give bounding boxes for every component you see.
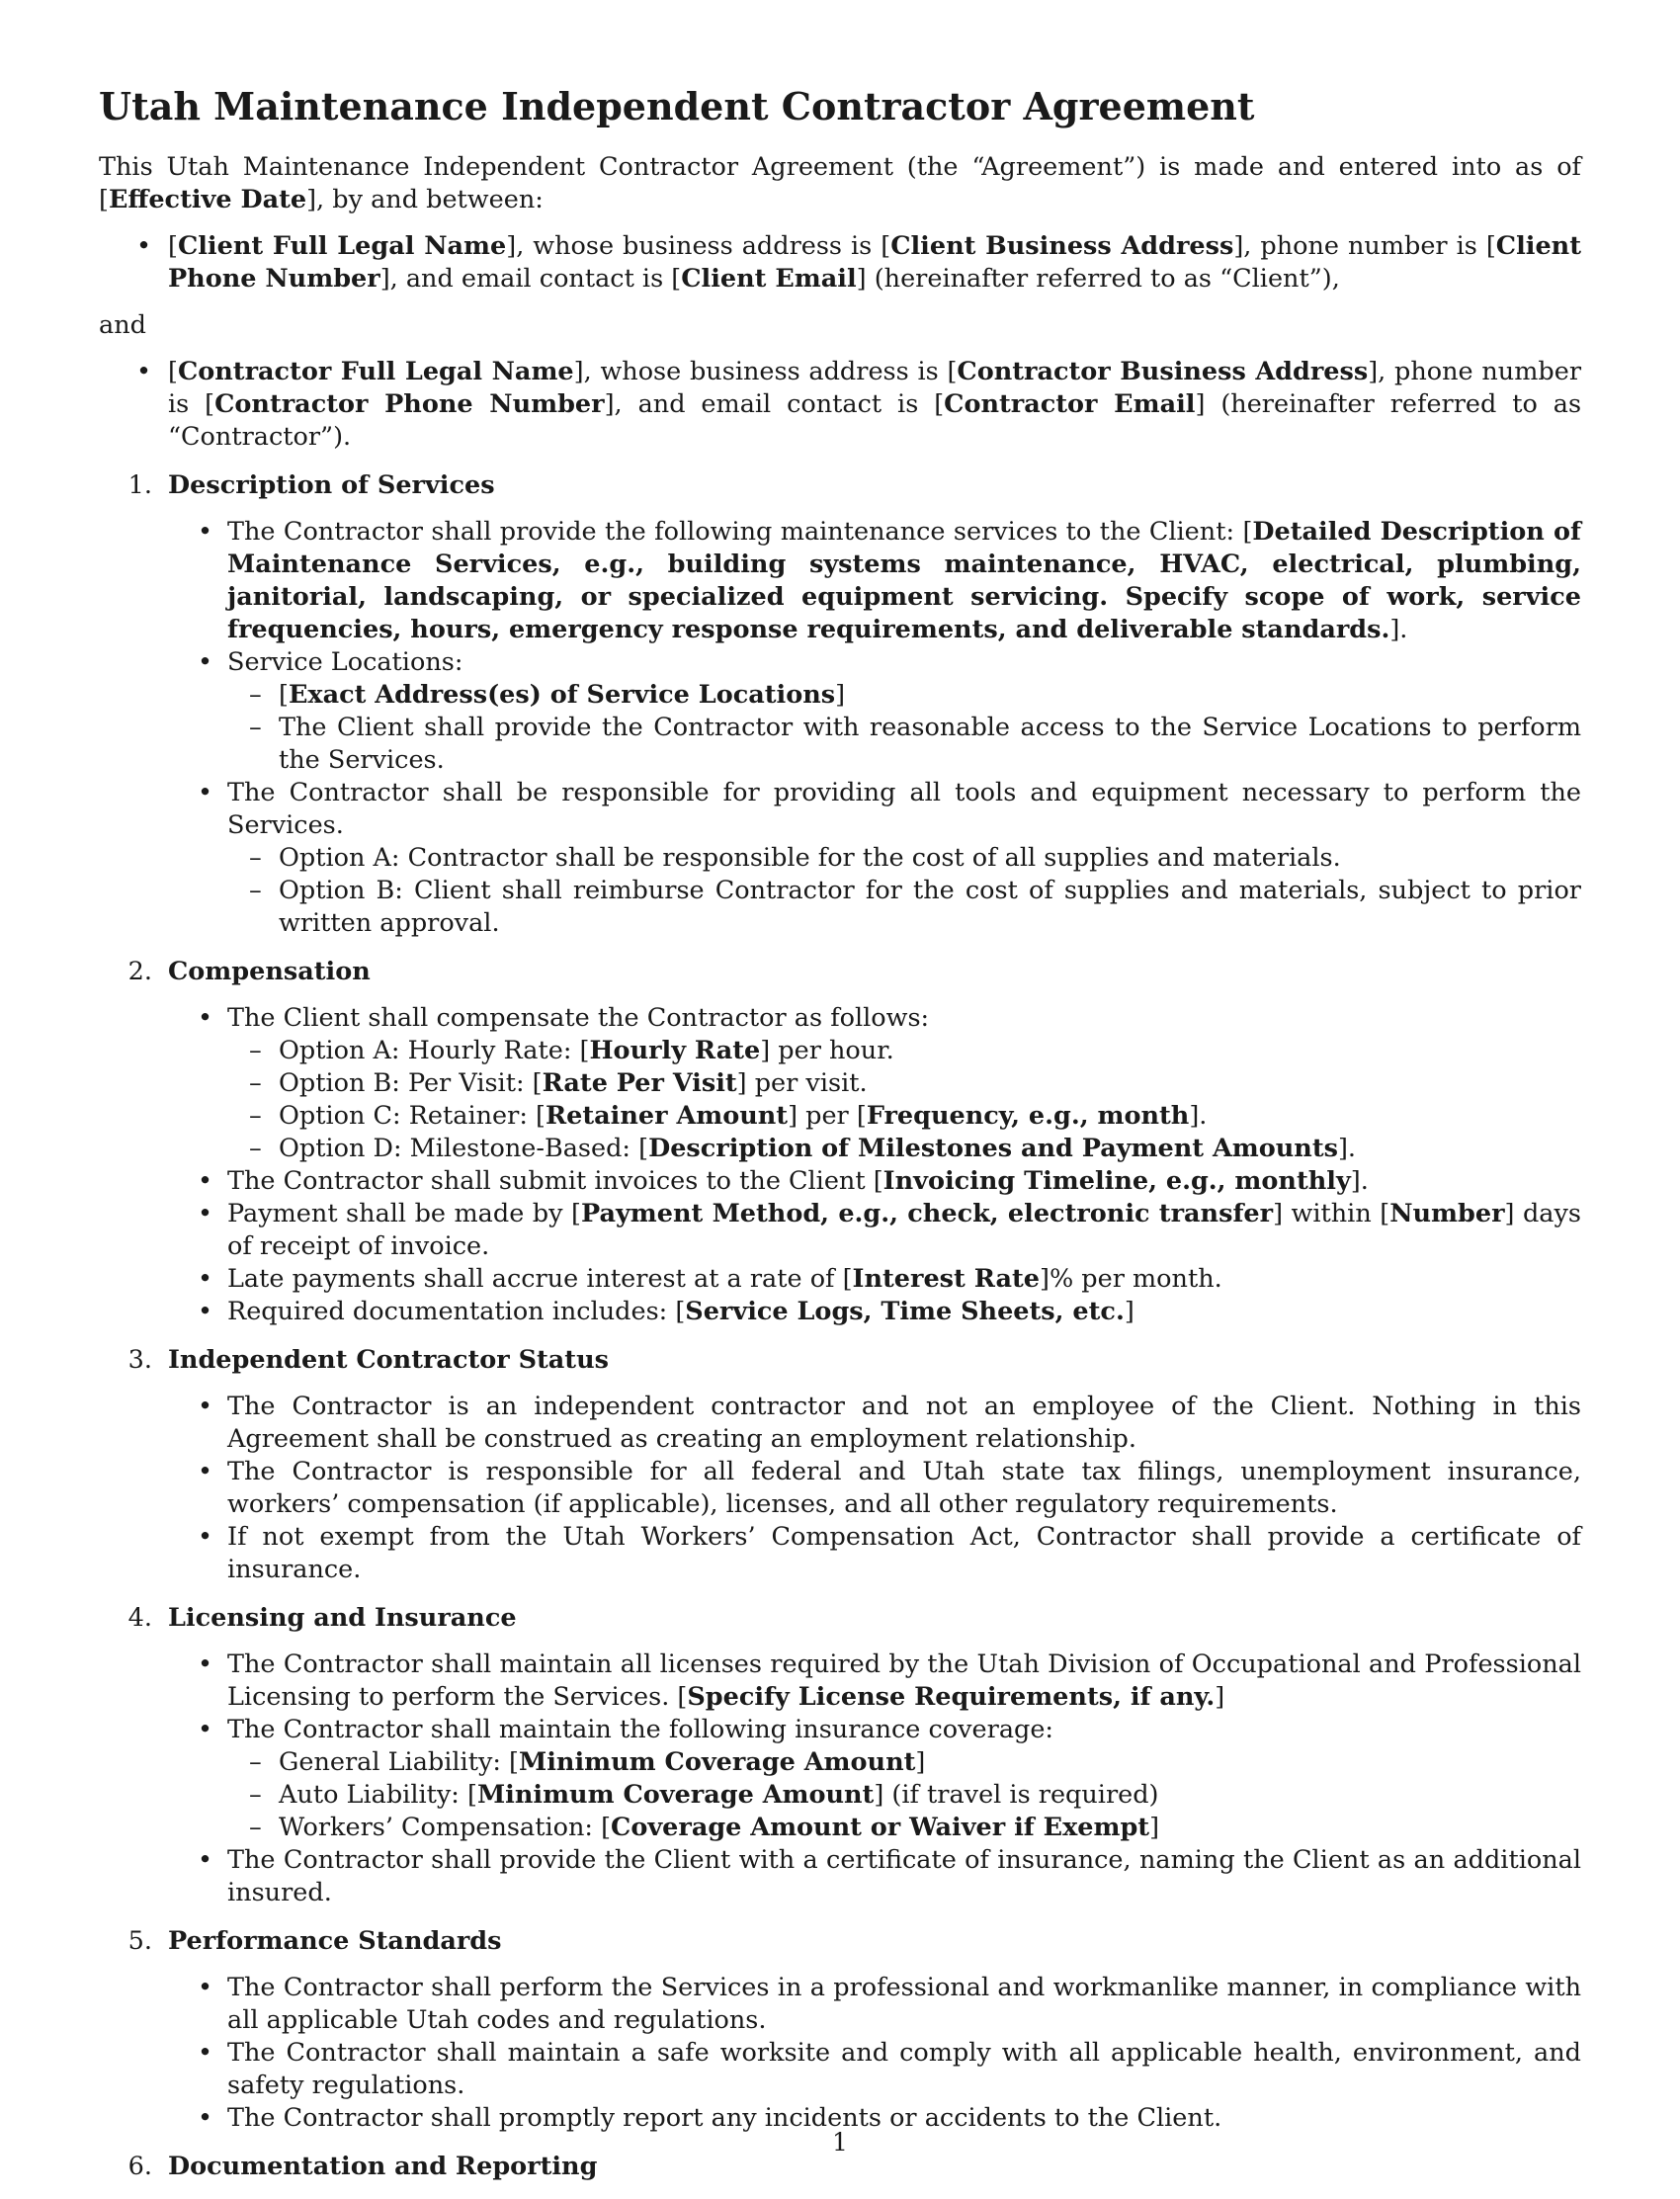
sub-list-item [227, 1035, 1581, 1067]
coverage-text: Workers’ Compensation: [ [279, 1813, 612, 1842]
general-liability-placeholder: Minimum Coverage Amount [519, 1747, 916, 1777]
sub-list-item [227, 1812, 1581, 1844]
section-number: 6. [127, 2152, 152, 2181]
list-item [99, 1165, 1581, 1198]
client-phone-placeholder: Client Phone Number [168, 231, 1581, 294]
list-item-text: Required documentation includes: [ [227, 1297, 686, 1326]
coverage-tail: ] [915, 1747, 926, 1777]
page-number: 1 [832, 2128, 848, 2157]
section-licensing-and-insurance [99, 1602, 1581, 1909]
list-item [99, 646, 1581, 777]
sub-list-item [227, 1067, 1581, 1100]
section-heading [99, 1925, 1581, 1958]
option-text: Option B: Per Visit: [ [279, 1068, 543, 1098]
list-item: • The Contractor shall promptly report any incidents or accidents to the Client. [99, 2102, 1581, 2135]
option-text: Option C: Retainer: [ [279, 1101, 546, 1131]
option-tail: ]. [1189, 1101, 1208, 1131]
option-tail: ] per visit. [736, 1068, 868, 1098]
option-text: Option D: Milestone-Based: [ [279, 1134, 649, 1163]
list-item-text: Service Locations: [227, 647, 463, 677]
list-item-text: Payment shall be made by [ [227, 1199, 581, 1228]
contractor-name-placeholder: Contractor Full Legal Name [177, 357, 574, 386]
retainer-amount-placeholder: Retainer Amount [545, 1101, 789, 1131]
sub-list-item [227, 1100, 1581, 1133]
list-item-tail: ]% per month. [1040, 1264, 1222, 1294]
section-title: Documentation and Reporting [168, 2152, 598, 2181]
effective-date-placeholder: Effective Date [108, 185, 307, 214]
section-performance-standards [99, 1925, 1581, 2135]
sub-list-item: – Option B: Client shall reimburse Contractor for the cost of supplies and materials, subject to prior written approval. [227, 875, 1581, 940]
section-title: Performance Standards [168, 1926, 502, 1956]
list-item: • The Contractor shall maintain a safe worksite and comply with all applicable health, environment, and safety regulations. [99, 2037, 1581, 2102]
section-title: Licensing and Insurance [168, 1603, 517, 1633]
section-compensation [99, 956, 1581, 1328]
milestones-placeholder: Description of Milestones and Payment Amounts [648, 1134, 1338, 1163]
service-locations-placeholder: Exact Address(es) of Service Locations [288, 680, 836, 710]
section-title: Independent Contractor Status [168, 1345, 609, 1375]
contractor-ref: Contractor [181, 422, 321, 452]
list-item [99, 1198, 1581, 1263]
section-title: Description of Services [168, 470, 495, 500]
hourly-rate-placeholder: Hourly Rate [589, 1036, 761, 1065]
interest-rate-placeholder: Interest Rate [852, 1264, 1040, 1294]
document-content [99, 84, 1581, 2199]
list-item-text: The Contractor shall submit invoices to the Client [ [227, 1166, 883, 1196]
section-description-of-services [99, 469, 1581, 940]
section-number: 5. [127, 1926, 152, 1956]
list-item [99, 1263, 1581, 1296]
contractor-address-placeholder: Contractor Business Address [957, 357, 1369, 386]
client-party-list [99, 230, 1581, 296]
list-item-text: The Contractor shall maintain the following insurance coverage: [227, 1715, 1054, 1744]
list-item-text: The Contractor shall be responsible for providing all tools and equipment necessary to perform the Services. [227, 778, 1581, 840]
and-connector: and [99, 310, 146, 340]
list-item: • The Contractor shall provide the following maintenance services to the Client: [Detailed Description of Maintenance Services, e.g., building systems maintenance, HVAC, electrical, plumbing, janitorial, landscaping, or specialized equipment servicing. Specify scope of work, service frequencies, hours, emergency response requirements, and deliverable standards.]. [99, 516, 1581, 646]
list-item-tail: ] [1124, 1297, 1134, 1326]
sub-list [227, 679, 1581, 777]
section-number: 4. [127, 1603, 152, 1633]
list-item [99, 1296, 1581, 1328]
intro-text: This Utah Maintenance Independent Contractor Agreement (the “Agreement”) is made and entered into as of [ [99, 152, 1581, 214]
section-number: 1. [127, 470, 152, 500]
list-item-tail: ] [1215, 1682, 1225, 1712]
client-party: • [Client Full Legal Name], whose business address is [Client Business Address], phone number is [Client Phone Number], and email contact is [Client Email] (hereinafter referred to as “Client”), [99, 230, 1581, 296]
section-heading [99, 469, 1581, 502]
documentation-placeholder: Service Logs, Time Sheets, etc. [685, 1297, 1125, 1326]
list-item: • The Contractor shall provide the Client with a certificate of insurance, naming the Client as an additional insured. [99, 1844, 1581, 1909]
section-heading [99, 956, 1581, 988]
sub-list [227, 1035, 1581, 1165]
rate-per-visit-placeholder: Rate Per Visit [542, 1068, 737, 1098]
option-tail: ] per hour. [760, 1036, 894, 1065]
coverage-text: General Liability: [ [279, 1747, 520, 1777]
invoicing-timeline-placeholder: Invoicing Timeline, e.g., monthly [882, 1166, 1351, 1196]
section-bullets [99, 516, 1581, 940]
intro-tail: ], by and between: [306, 185, 544, 214]
list-item: • If not exempt from the Utah Workers’ Compensation Act, Contractor shall provide a certificate of insurance. [99, 1521, 1581, 1586]
section-bullets [99, 1002, 1581, 1328]
list-item-text: The Contractor shall provide the following maintenance services to the Client: [ [227, 517, 1253, 547]
contractor-email-placeholder: Contractor Email [944, 389, 1196, 419]
sub-list [227, 842, 1581, 940]
services-description-placeholder: Detailed Description of Maintenance Services, e.g., building systems maintenance, HVAC, electrical, plumbing, janitorial, landscaping, or specialized equipment servicing. Specify scope of work, service frequencies, hours, emergency response requirements, and deliverable standards. [227, 517, 1581, 644]
list-item-text: The Client shall compensate the Contractor as follows: [227, 1003, 930, 1033]
section-bullets [99, 1972, 1581, 2135]
sub-list-item [227, 1779, 1581, 1812]
option-text: Option A: Hourly Rate: [ [279, 1036, 590, 1065]
client-name-placeholder: Client Full Legal Name [177, 231, 507, 261]
list-item [99, 1714, 1581, 1844]
list-item: • The Contractor is an independent contractor and not an employee of the Client. Nothing in this Agreement shall be construed as creating an employment relationship. [99, 1391, 1581, 1456]
section-heading [99, 1602, 1581, 1635]
license-requirements-placeholder: Specify License Requirements, if any. [687, 1682, 1216, 1712]
sub-list-item [227, 1746, 1581, 1779]
list-item [99, 1002, 1581, 1165]
auto-liability-placeholder: Minimum Coverage Amount [476, 1780, 875, 1810]
list-item-tail: ]. [1350, 1166, 1369, 1196]
list-item-text: The Contractor shall maintain all licenses required by the Utah Division of Occupational and Professional Licensing to perform the Services. [ [227, 1649, 1581, 1712]
section-number: 3. [127, 1345, 152, 1375]
agreement-sections [99, 469, 1581, 2183]
workers-comp-placeholder: Coverage Amount or Waiver if Exempt [611, 1813, 1150, 1842]
section-title: Compensation [168, 957, 371, 986]
list-item-text: Late payments shall accrue interest at a rate of [ [227, 1264, 853, 1294]
sub-list-item: – Option A: Contractor shall be responsible for the cost of all supplies and materials. [227, 842, 1581, 875]
sub-list-item: – The Client shall provide the Contractor with reasonable access to the Service Locations to perform the Services. [227, 712, 1581, 777]
section-heading [99, 1344, 1581, 1377]
sub-list-item [227, 1133, 1581, 1165]
list-item: • The Contractor is responsible for all federal and Utah state tax filings, unemployment insurance, workers’ compensation (if applicable), licenses, and all other regulatory requirements. [99, 1456, 1581, 1521]
list-item: • The Contractor shall perform the Services in a professional and workmanlike manner, in compliance with all applicable Utah codes and regulations. [99, 1972, 1581, 2037]
document-title: Utah Maintenance Independent Contractor Agreement [99, 84, 1255, 128]
section-independent-contractor-status [99, 1344, 1581, 1586]
list-item [99, 1649, 1581, 1714]
section-bullets [99, 1391, 1581, 1586]
sub-list [227, 1746, 1581, 1844]
sub-list-item: – [Exact Address(es) of Service Locations] [227, 679, 1581, 712]
contractor-party: • [Contractor Full Legal Name], whose business address is [Contractor Business Address], phone number is [Contractor Phone Number], and email contact is [Contractor Email] (hereinafter referred to as “Contractor”). [99, 356, 1581, 454]
list-item-mid: ] within [ [1273, 1199, 1390, 1228]
frequency-placeholder: Frequency, e.g., month [866, 1101, 1190, 1131]
days-number-placeholder: Number [1389, 1199, 1505, 1228]
contractor-phone-placeholder: Contractor Phone Number [214, 389, 605, 419]
contractor-party-list [99, 356, 1581, 454]
client-email-placeholder: Client Email [681, 264, 857, 294]
coverage-tail: ] [1149, 1813, 1160, 1842]
intro-paragraph [99, 151, 1581, 216]
option-tail: ]. [1337, 1134, 1357, 1163]
coverage-text: Auto Liability: [ [279, 1780, 477, 1810]
payment-method-placeholder: Payment Method, e.g., check, electronic transfer [580, 1199, 1274, 1228]
list-item [99, 777, 1581, 940]
section-bullets [99, 1649, 1581, 1909]
option-mid: ] per [ [788, 1101, 867, 1131]
client-ref: Client [1232, 264, 1309, 294]
client-address-placeholder: Client Business Address [890, 231, 1234, 261]
coverage-tail: ] (if travel is required) [874, 1780, 1159, 1810]
section-number: 2. [127, 957, 152, 986]
list-item-tail: ] days of receipt of invoice. [227, 1199, 1581, 1261]
